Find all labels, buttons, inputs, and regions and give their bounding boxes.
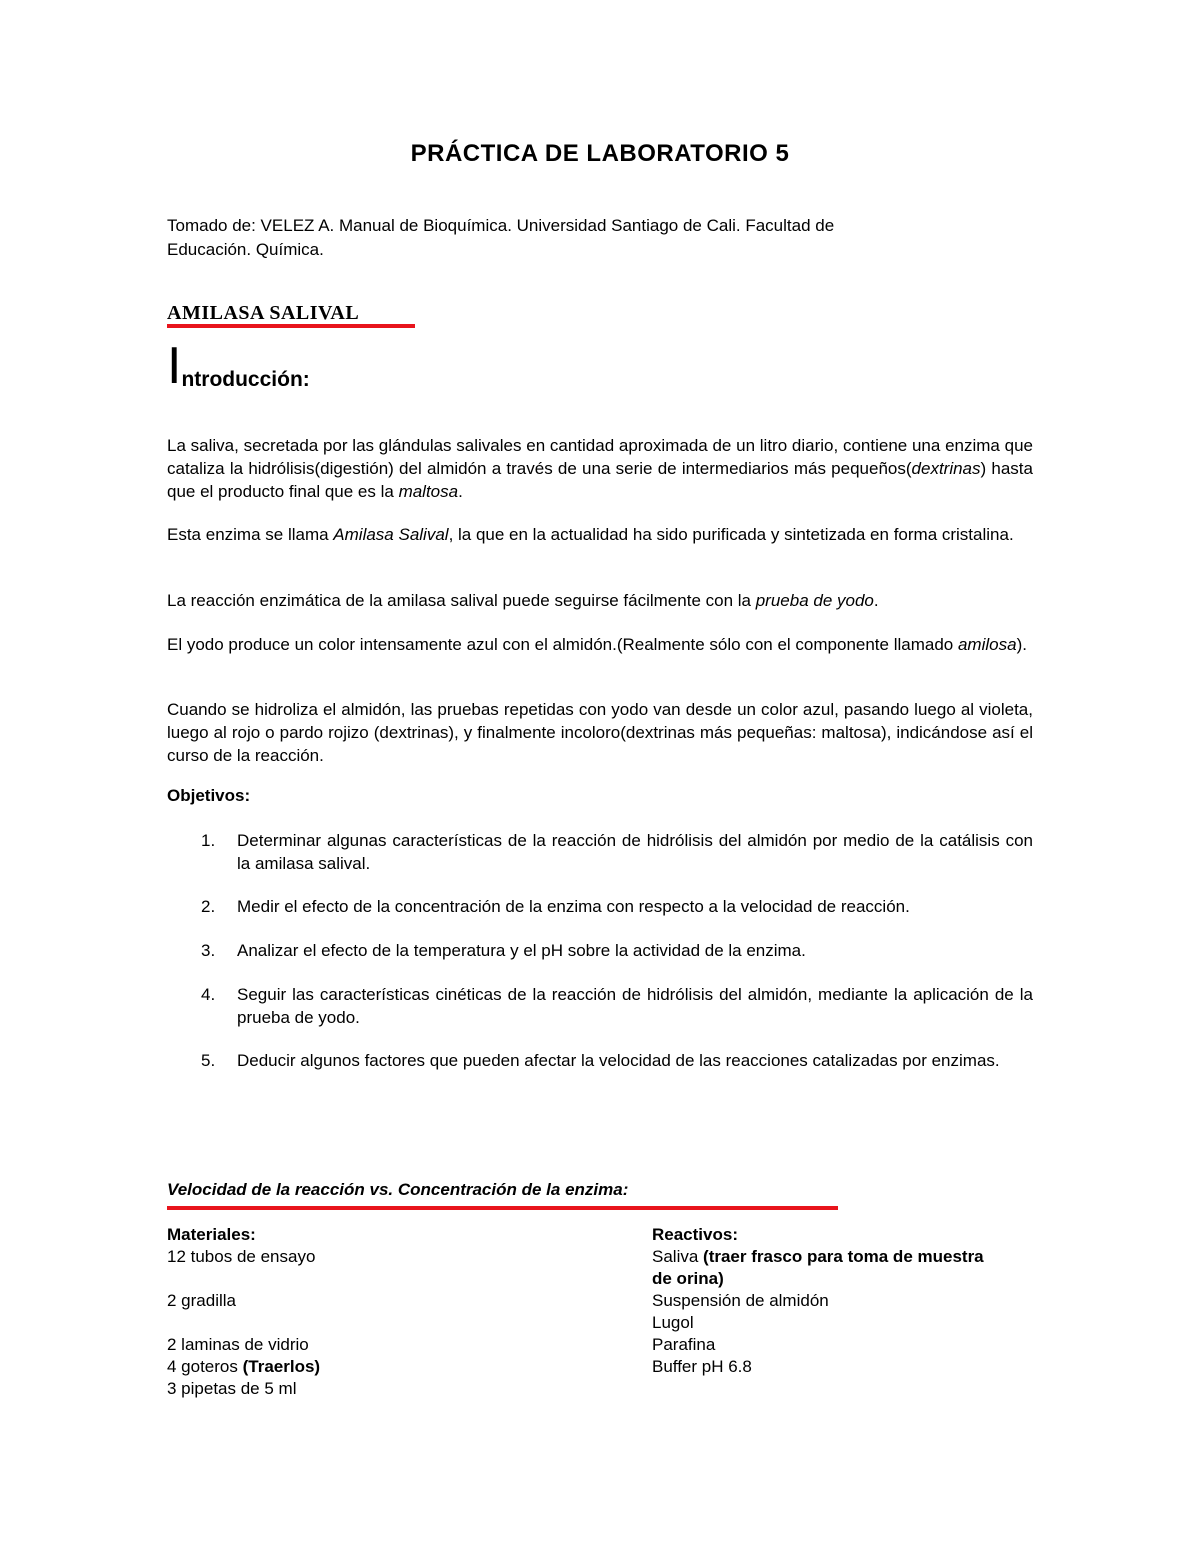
material-item <box>167 1356 320 1378</box>
intro-p3-text-a: La reacción enzimática de la amilasa salival puede seguirse fácilmente con la <box>167 591 756 610</box>
objective-text: Determinar algunas características de la reacción de hidrólisis del almidón por medio de la catálisis con la amilasa salival. <box>237 831 1033 873</box>
material-item-text: 4 goteros <box>167 1357 243 1376</box>
objective-number: 4. <box>201 985 216 1004</box>
material-item: 3 pipetas de 5 ml <box>167 1379 297 1398</box>
objectives-list <box>167 829 1033 1099</box>
material-item: 12 tubos de ensayo <box>167 1247 316 1266</box>
intro-paragraph-1 <box>167 434 1033 503</box>
material-item-bold-note: (Traerlos) <box>242 1357 321 1376</box>
reagents-heading: Reactivos: <box>652 1225 738 1244</box>
source-citation <box>167 214 967 262</box>
intro-p2-italic: Amilasa Salival <box>333 525 449 544</box>
objective-number: 3. <box>201 941 216 960</box>
intro-p1-text-c: . <box>458 482 463 501</box>
intro-p1-text-a: La saliva, secretada por las glándulas salivales en cantidad aproximada de un litro diario, contiene una enzima que cataliza la hidrólisis(digestión) del almidón a través de una serie de intermediarios más pequeños( <box>167 436 1033 478</box>
intro-p4-text-a: El yodo produce un color intensamente azul con el almidón.(Realmente sólo con el componente llamado <box>167 635 958 654</box>
section-underline <box>167 324 415 328</box>
intro-p1-italic-maltosa: maltosa <box>398 482 459 501</box>
reagent-item: Buffer pH 6.8 <box>652 1357 752 1376</box>
intro-paragraph-5: Cuando se hidroliza el almidón, las pruebas repetidas con yodo van desde un color azul, pasando luego al violeta, luego al rojo o pardo rojizo (dextrinas), y finalmente incoloro(dextrinas más pequeñas: maltosa), indicándose así el curso de la reacción. <box>167 700 1033 765</box>
materials-list <box>167 1246 607 1406</box>
objectives-heading: Objetivos: <box>167 786 251 805</box>
reagent-saliva-note-cont: de orina) <box>652 1269 724 1288</box>
materials-column <box>167 1224 607 1406</box>
intro-p2-text-b: , la que en la actualidad ha sido purificada y sintetizada en forma cristalina. <box>448 525 1014 544</box>
reagent-item: Parafina <box>652 1335 716 1354</box>
objective-text: Deducir algunos factores que pueden afectar la velocidad de las reacciones catalizadas por enzimas. <box>237 1051 1000 1070</box>
objective-number: 2. <box>201 897 216 916</box>
introduction-heading-text: ntroducción: <box>181 368 310 391</box>
material-item: 2 gradilla <box>167 1291 236 1310</box>
document-title: PRÁCTICA DE LABORATORIO 5 <box>410 140 790 167</box>
intro-paragraph-2 <box>167 523 1033 546</box>
materials-heading: Materiales: <box>167 1225 256 1244</box>
source-line-1: Tomado de: VELEZ A. Manual de Bioquímica. Universidad Santiago de Cali. Facultad de <box>167 216 835 235</box>
reagents-column <box>652 1224 1037 1406</box>
reagent-item-saliva <box>652 1246 984 1268</box>
introduction-heading <box>167 337 310 395</box>
reagent-saliva-note: (traer frasco para toma de muestra <box>703 1247 984 1266</box>
section-title-velocidad: Velocidad de la reacción vs. Concentración de la enzima: <box>167 1180 629 1199</box>
drop-cap: I <box>167 337 182 395</box>
section-title-amilasa: AMILASA SALIVAL <box>167 302 360 324</box>
source-line-2: Educación. Química. <box>167 240 324 259</box>
objective-text: Medir el efecto de la concentración de la enzima con respecto a la velocidad de reacción. <box>237 897 910 916</box>
intro-p4-italic: amilosa <box>957 635 1017 654</box>
intro-p1-text-b: ) hasta que el producto final que es la <box>167 459 1033 501</box>
intro-p1-italic-dextrinas: dextrinas <box>911 459 981 478</box>
section2-underline <box>167 1206 838 1210</box>
material-item: 2 laminas de vidrio <box>167 1335 309 1354</box>
reagent-item: Lugol <box>652 1313 694 1332</box>
reagent-saliva-text: Saliva <box>652 1247 704 1266</box>
intro-p2-text-a: Esta enzima se llama <box>167 525 334 544</box>
objective-text: Analizar el efecto de la temperatura y el pH sobre la actividad de la enzima. <box>237 941 806 960</box>
objective-text: Seguir las características cinéticas de la reacción de hidrólisis del almidón, mediante la aplicación de la prueba de yodo. <box>237 985 1033 1027</box>
reagents-list <box>652 1246 1037 1406</box>
intro-p4-text-b: ). <box>1016 635 1027 654</box>
objective-number: 1. <box>201 831 216 850</box>
intro-paragraph-4 <box>167 633 1033 656</box>
objective-number: 5. <box>201 1051 216 1070</box>
reagent-item: Suspensión de almidón <box>652 1291 829 1310</box>
intro-paragraph-3 <box>167 589 1033 612</box>
intro-p3-text-b: . <box>873 591 879 610</box>
intro-p3-italic: prueba de yodo <box>755 591 874 610</box>
